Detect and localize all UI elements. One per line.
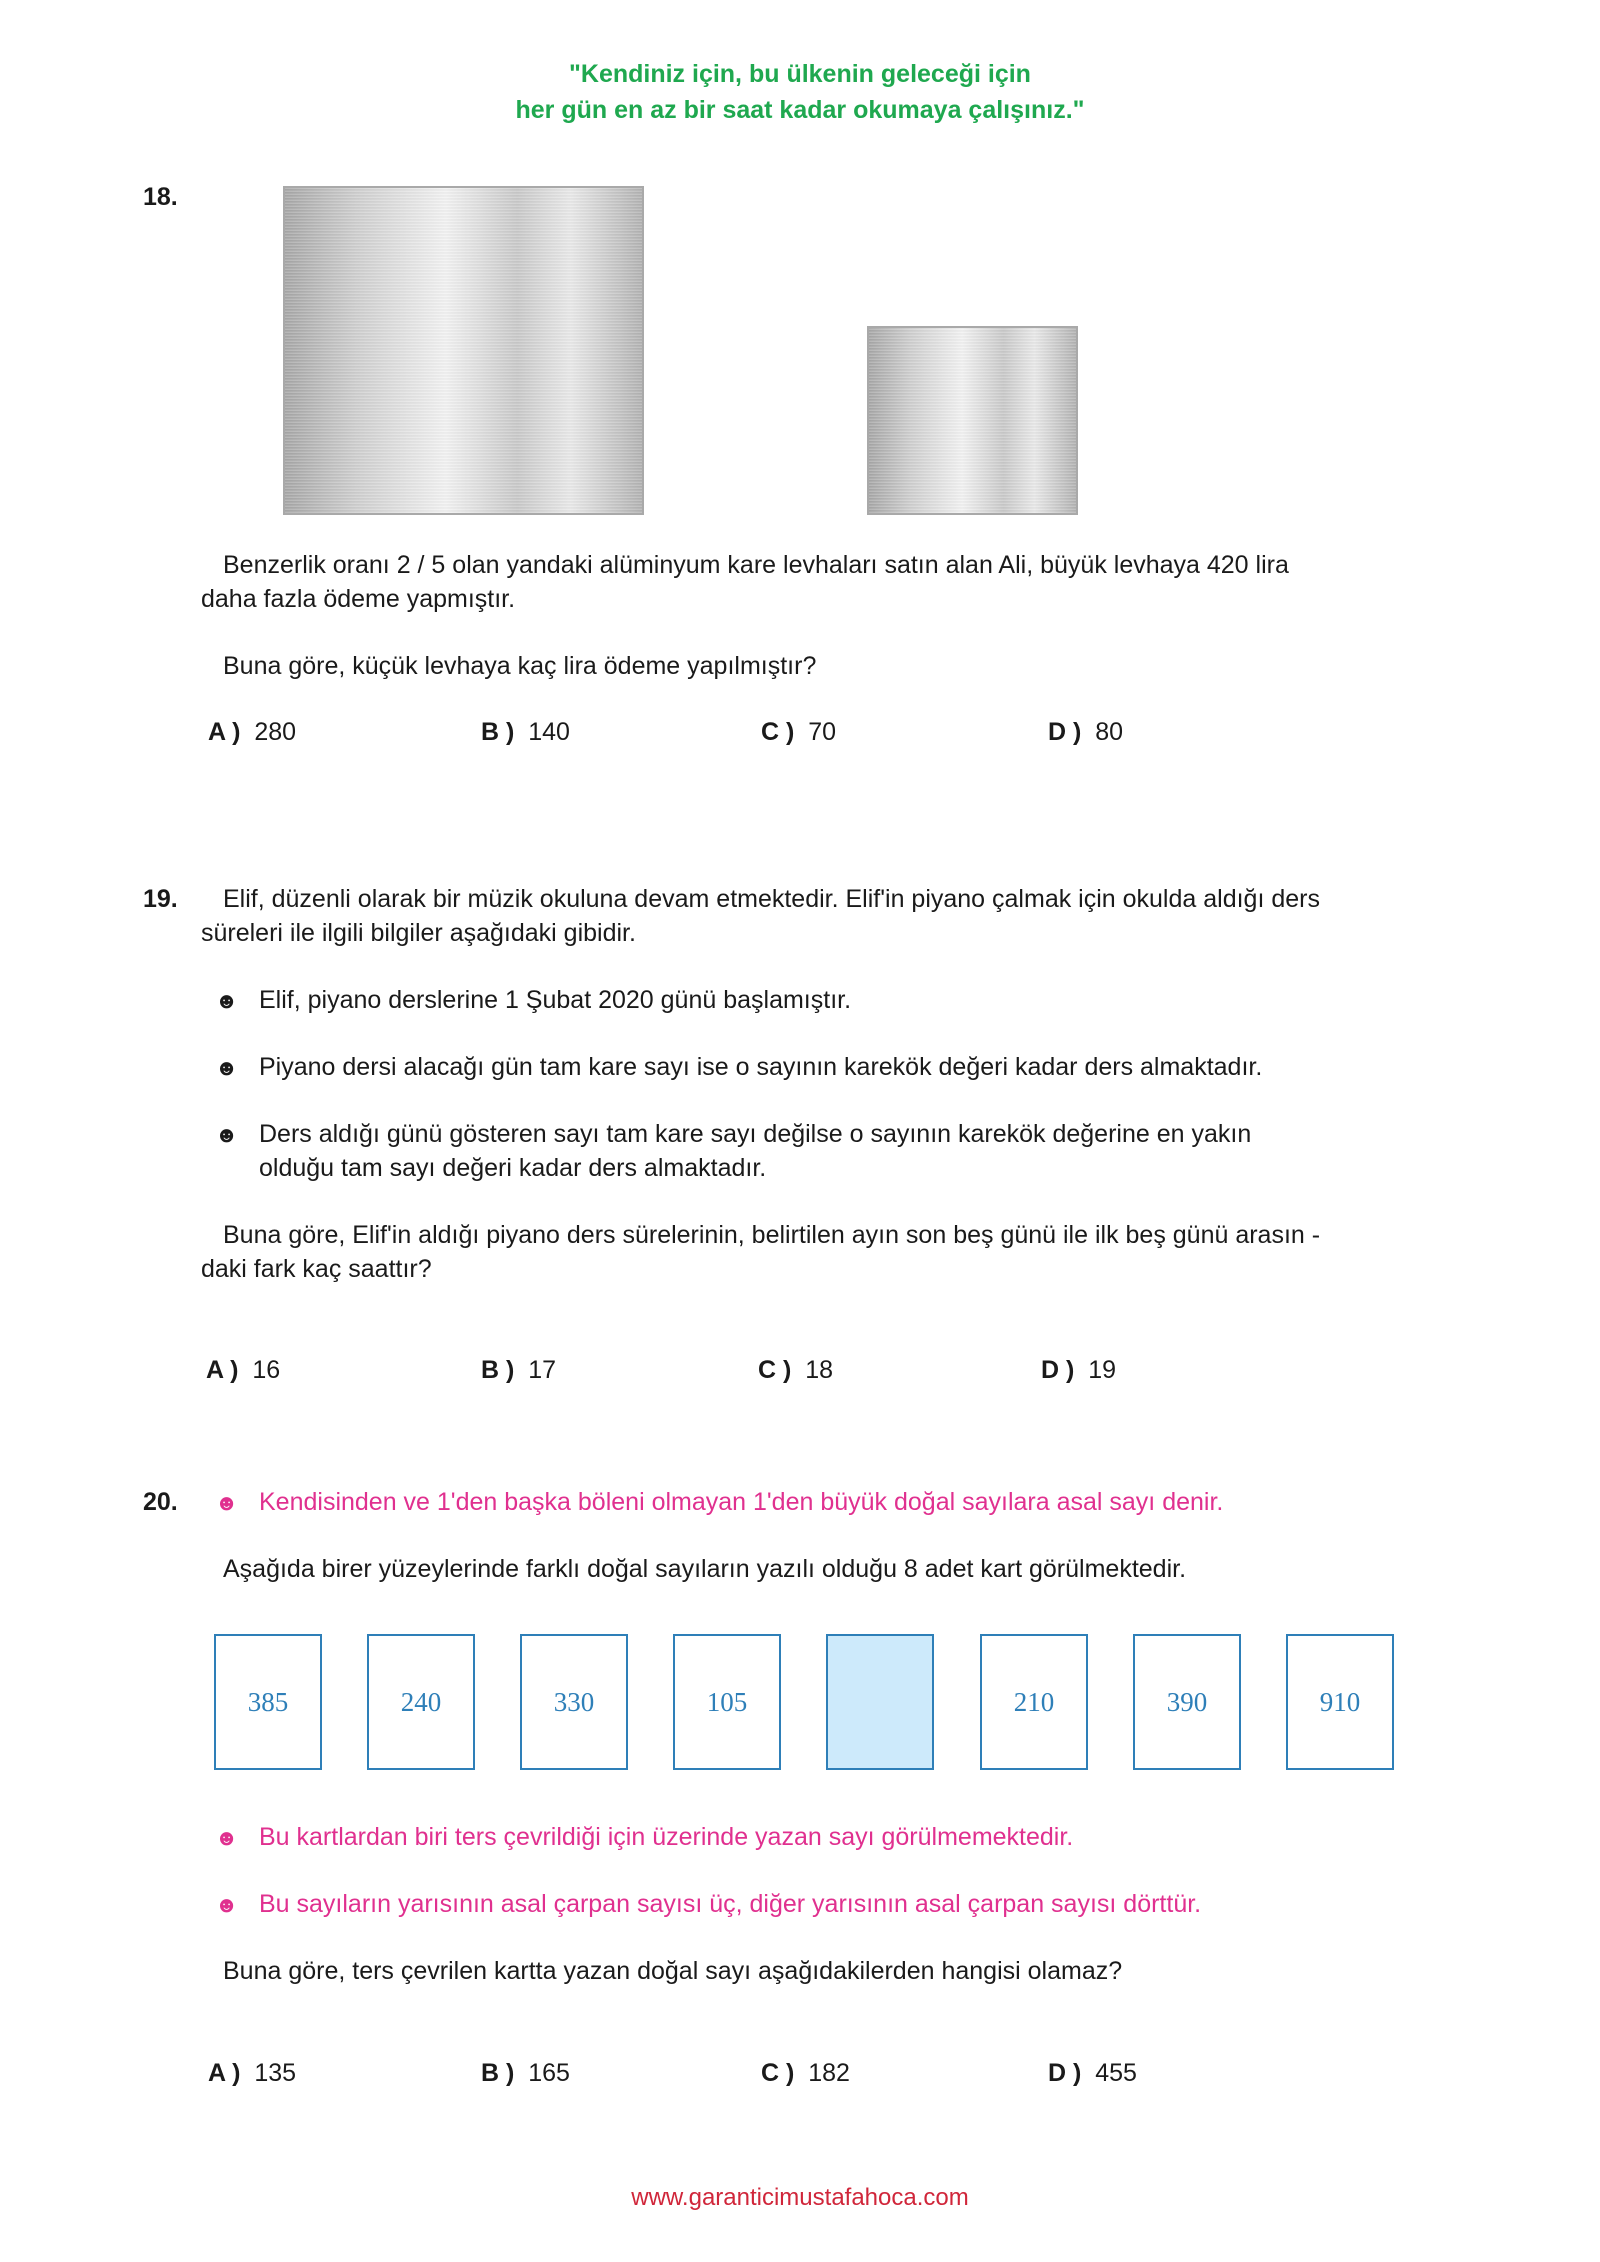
- option-value: 165: [528, 2059, 570, 2087]
- q19-bullet-1: Elif, piyano derslerine 1 Şubat 2020 günü başlamıştır.: [259, 986, 852, 1014]
- q19-bullet-3-line-1: Ders aldığı günü gösteren sayı tam kare sayı değilse o sayının karekök değerine en yakın: [259, 1120, 1252, 1148]
- option-letter: D ): [1041, 1356, 1075, 1384]
- number-card-7: 390: [1133, 1634, 1241, 1770]
- q19-bullet-2: Piyano dersi alacağı gün tam kare sayı ise o sayının karekök değeri kadar ders almaktadır.: [259, 1053, 1263, 1081]
- option-letter: B ): [481, 2059, 515, 2087]
- q18-option-d[interactable]: [1048, 715, 1123, 749]
- option-letter: C ): [761, 718, 795, 746]
- footer-website-link[interactable]: www.garanticimustafahoca.com: [631, 2184, 969, 2211]
- option-letter: D ): [1048, 2059, 1082, 2087]
- flipped-card: [826, 1634, 934, 1770]
- number-card-1: 385: [214, 1634, 322, 1770]
- q19-option-a[interactable]: [206, 1353, 280, 1387]
- q18-option-b[interactable]: [481, 715, 570, 749]
- q20-option-d[interactable]: [1048, 2056, 1137, 2090]
- q18-option-a[interactable]: [208, 715, 296, 749]
- question-18-text-line-1: Benzerlik oranı 2 / 5 olan yandaki alüminyum kare levhaları satın alan Ali, büyük levhaya 420 lira: [223, 551, 1289, 579]
- q18-option-c[interactable]: [761, 715, 836, 749]
- option-value: 135: [254, 2059, 297, 2087]
- question-20-number: 20.: [143, 1488, 178, 1516]
- smiley-bullet-icon: ☻: [215, 1825, 239, 1850]
- small-aluminum-plate: [867, 326, 1078, 515]
- number-card-4: 105: [673, 1634, 781, 1770]
- option-letter: B ): [481, 1356, 515, 1384]
- question-19-question-line-1: Buna göre, Elif'in aldığı piyano ders sürelerinin, belirtilen ayın son beş günü ile ilk beş günü arasın -: [223, 1221, 1321, 1249]
- option-value: 455: [1095, 2059, 1137, 2087]
- motto-line-2: her gün en az bir saat kadar okumaya çalışınız.": [515, 96, 1085, 124]
- q20-option-a[interactable]: [208, 2056, 296, 2090]
- q19-option-d[interactable]: [1041, 1353, 1116, 1387]
- smiley-bullet-icon: ☻: [215, 988, 239, 1013]
- q19-option-b[interactable]: [481, 1353, 556, 1387]
- number-card-6: 210: [980, 1634, 1088, 1770]
- question-20-question: Buna göre, ters çevrilen kartta yazan doğal sayı aşağıdakilerden hangisi olamaz?: [223, 1957, 1123, 1985]
- smiley-bullet-icon: ☻: [215, 1122, 239, 1147]
- q20-option-c[interactable]: [761, 2056, 850, 2090]
- motto-line-1: "Kendiniz için, bu ülkenin geleceği için: [569, 60, 1031, 88]
- option-letter: A ): [208, 2059, 241, 2087]
- question-18-question: Buna göre, küçük levhaya kaç lira ödeme yapılmıştır?: [223, 652, 817, 680]
- question-19-text-line-1: Elif, düzenli olarak bir müzik okuluna devam etmektedir. Elif'in piyano çalmak için okulda aldığı ders: [223, 885, 1320, 913]
- number-card-3: 330: [520, 1634, 628, 1770]
- option-letter: A ): [208, 718, 241, 746]
- option-value: 19: [1088, 1356, 1117, 1384]
- question-19-question-line-2: daki fark kaç saattır?: [201, 1255, 432, 1283]
- large-aluminum-plate: [283, 186, 644, 515]
- q20-info-2: Bu sayıların yarısının asal çarpan sayısı üç, diğer yarısının asal çarpan sayısı dörttür.: [259, 1890, 1202, 1918]
- q19-bullet-3-line-2: olduğu tam sayı değeri kadar ders almaktadır.: [259, 1154, 767, 1182]
- option-value: 280: [254, 718, 297, 746]
- smiley-bullet-icon: ☻: [215, 1055, 239, 1080]
- option-value: 18: [805, 1356, 834, 1384]
- number-card-8: 910: [1286, 1634, 1394, 1770]
- option-value: 80: [1095, 718, 1124, 746]
- option-value: 16: [252, 1356, 281, 1384]
- smiley-bullet-icon: ☻: [215, 1892, 239, 1917]
- option-value: 182: [808, 2059, 850, 2087]
- option-letter: C ): [758, 1356, 792, 1384]
- q19-option-c[interactable]: [758, 1353, 833, 1387]
- option-letter: B ): [481, 718, 515, 746]
- option-value: 70: [808, 718, 837, 746]
- smiley-bullet-icon: ☻: [215, 1490, 239, 1515]
- number-card-2: 240: [367, 1634, 475, 1770]
- q20-info-1: Bu kartlardan biri ters çevrildiği için üzerinde yazan sayı görülmemektedir.: [259, 1823, 1074, 1851]
- option-letter: A ): [206, 1356, 239, 1384]
- option-letter: C ): [761, 2059, 795, 2087]
- prime-definition: Kendisinden ve 1'den başka böleni olmayan 1'den büyük doğal sayılara asal sayı denir.: [259, 1488, 1224, 1516]
- option-value: 17: [528, 1356, 557, 1384]
- q20-option-b[interactable]: [481, 2056, 570, 2090]
- question-18-number: 18.: [143, 183, 178, 211]
- question-19-text-line-2: süreleri ile ilgili bilgiler aşağıdaki gibidir.: [201, 919, 636, 947]
- question-18-text-line-2: daha fazla ödeme yapmıştır.: [201, 585, 516, 613]
- question-19-number: 19.: [143, 885, 178, 913]
- question-20-intro: Aşağıda birer yüzeylerinde farklı doğal sayıların yazılı olduğu 8 adet kart görülmektedir.: [223, 1555, 1187, 1583]
- option-value: 140: [528, 718, 570, 746]
- option-letter: D ): [1048, 718, 1082, 746]
